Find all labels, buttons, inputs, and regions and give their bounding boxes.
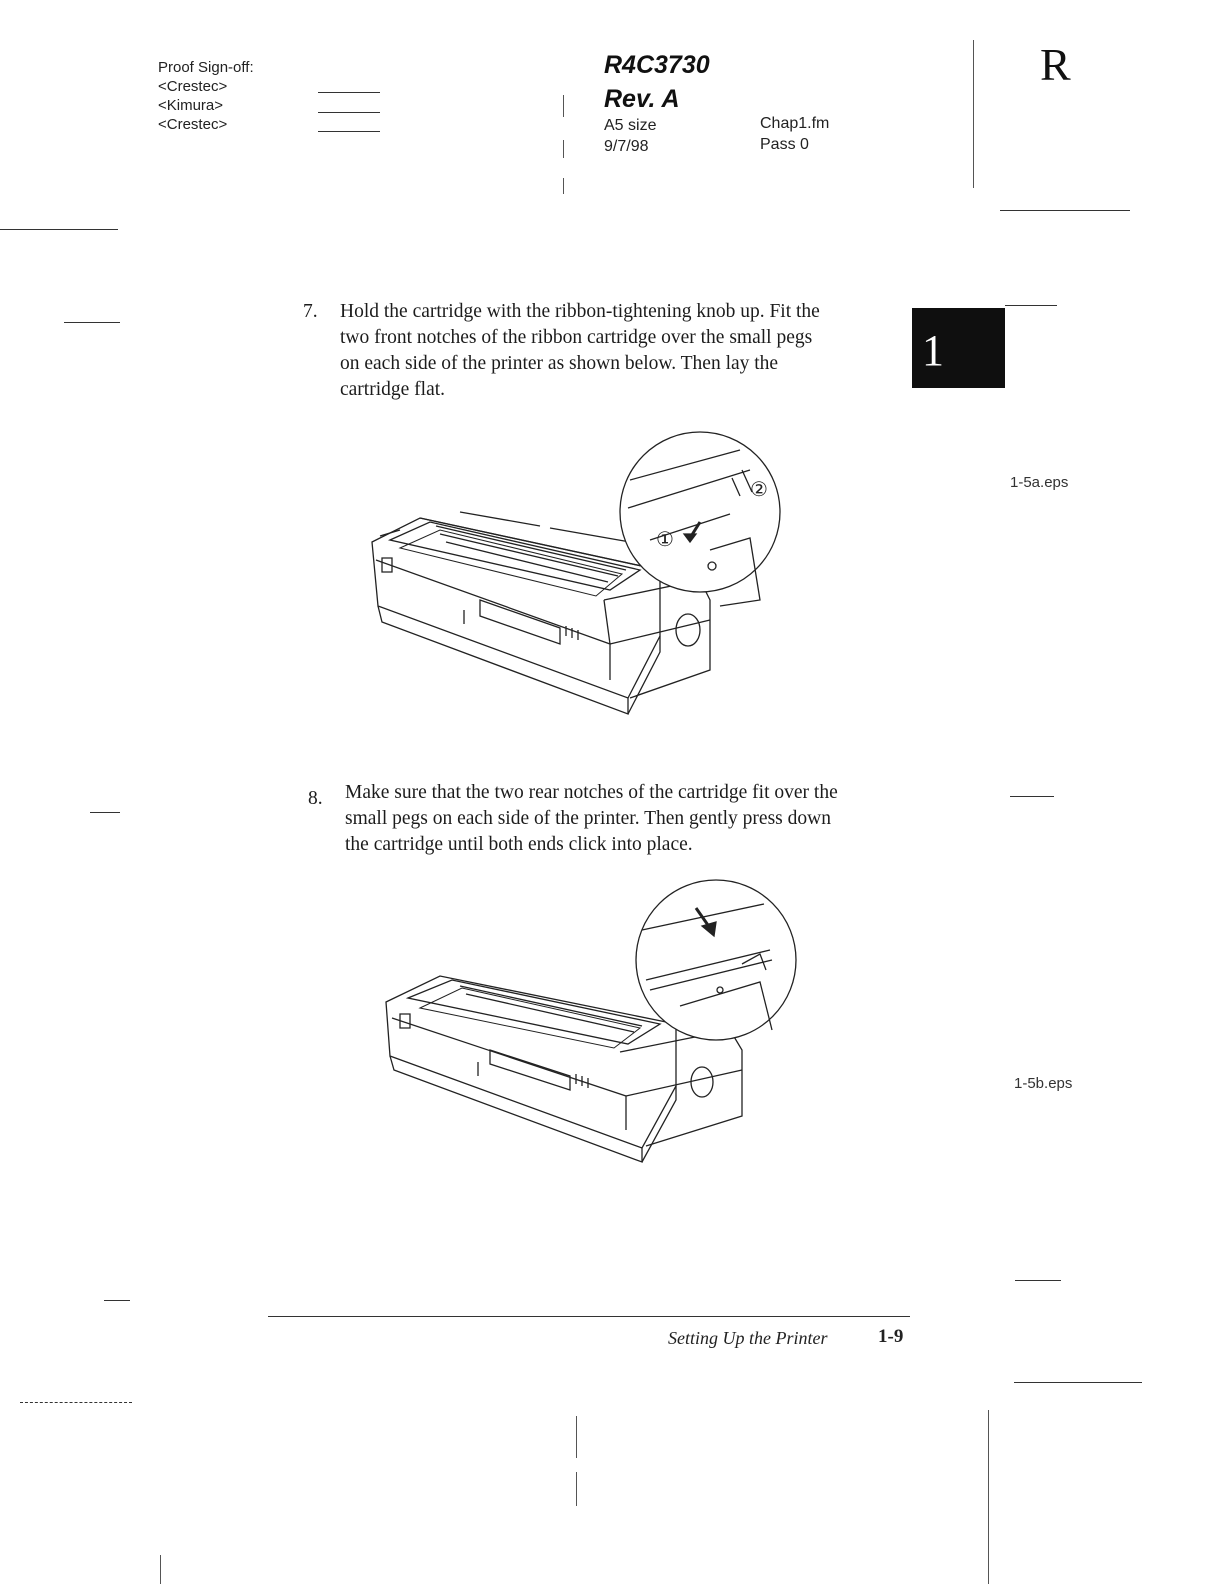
crop-mark bbox=[576, 1472, 577, 1506]
signoff-line-1 bbox=[318, 92, 380, 93]
step-text bbox=[345, 780, 838, 858]
signoff-line-3 bbox=[318, 131, 380, 132]
crop-mark bbox=[20, 1402, 132, 1403]
doc-size: A5 size bbox=[604, 117, 657, 134]
crop-mark bbox=[973, 40, 974, 188]
crop-mark bbox=[1010, 796, 1054, 797]
crop-mark bbox=[563, 95, 564, 117]
step-number: 7. bbox=[303, 301, 318, 322]
step-line: on each side of the printer as shown below. Then lay the bbox=[340, 353, 779, 374]
revision-mark: R bbox=[1040, 39, 1071, 90]
crop-mark bbox=[0, 229, 118, 230]
step-line: small pegs on each side of the printer. Then gently press down bbox=[345, 808, 831, 829]
crop-mark bbox=[64, 322, 120, 323]
step-text bbox=[340, 299, 820, 403]
doc-date: 9/7/98 bbox=[604, 138, 649, 155]
step-line: Hold the cartridge with the ribbon-tightening knob up. Fit the bbox=[340, 301, 820, 322]
callout-2: ② bbox=[750, 477, 768, 501]
crop-mark bbox=[104, 1300, 130, 1301]
doc-code: R4C3730 bbox=[604, 51, 710, 79]
crop-mark bbox=[563, 140, 564, 158]
crop-mark bbox=[1014, 1382, 1142, 1383]
proof-signer-1: <Crestec> bbox=[158, 78, 228, 95]
callout-1: ① bbox=[656, 527, 674, 551]
crop-mark bbox=[576, 1416, 577, 1458]
step-line: cartridge flat. bbox=[340, 379, 446, 400]
footer-section-title: Setting Up the Printer bbox=[668, 1328, 828, 1348]
crop-mark bbox=[160, 1555, 161, 1584]
proof-signer-3: <Crestec> bbox=[158, 116, 228, 133]
chapter-tab-number: 1 bbox=[922, 326, 944, 375]
doc-revision: Rev. A bbox=[604, 85, 680, 113]
step-line: Make sure that the two rear notches of the cartridge fit over the bbox=[345, 782, 838, 803]
crop-mark bbox=[563, 178, 564, 194]
step-number: 8. bbox=[308, 788, 323, 809]
proof-signoff bbox=[158, 58, 254, 134]
crop-mark bbox=[1015, 1280, 1061, 1281]
step-line: two front notches of the ribbon cartridge over the small pegs bbox=[340, 327, 813, 348]
proof-title: Proof Sign-off: bbox=[158, 59, 254, 76]
signoff-line-2 bbox=[318, 112, 380, 113]
printer-ribbon-figure bbox=[360, 430, 790, 730]
crop-mark bbox=[988, 1410, 989, 1584]
crop-mark bbox=[1005, 305, 1057, 306]
doc-pass: Pass 0 bbox=[760, 136, 809, 153]
proof-signer-2: <Kimura> bbox=[158, 97, 224, 114]
figure-filename: 1-5a.eps bbox=[1010, 474, 1069, 491]
doc-file: Chap1.fm bbox=[760, 115, 830, 132]
crop-mark bbox=[90, 812, 120, 813]
crop-mark bbox=[1000, 210, 1130, 211]
doc-code-block bbox=[604, 48, 710, 116]
footer-rule bbox=[268, 1316, 910, 1317]
step-line: the cartridge until both ends click into place. bbox=[345, 834, 693, 855]
printer-press-figure bbox=[380, 890, 800, 1170]
figure-filename: 1-5b.eps bbox=[1014, 1075, 1073, 1092]
page-number: 1-9 bbox=[878, 1326, 904, 1347]
